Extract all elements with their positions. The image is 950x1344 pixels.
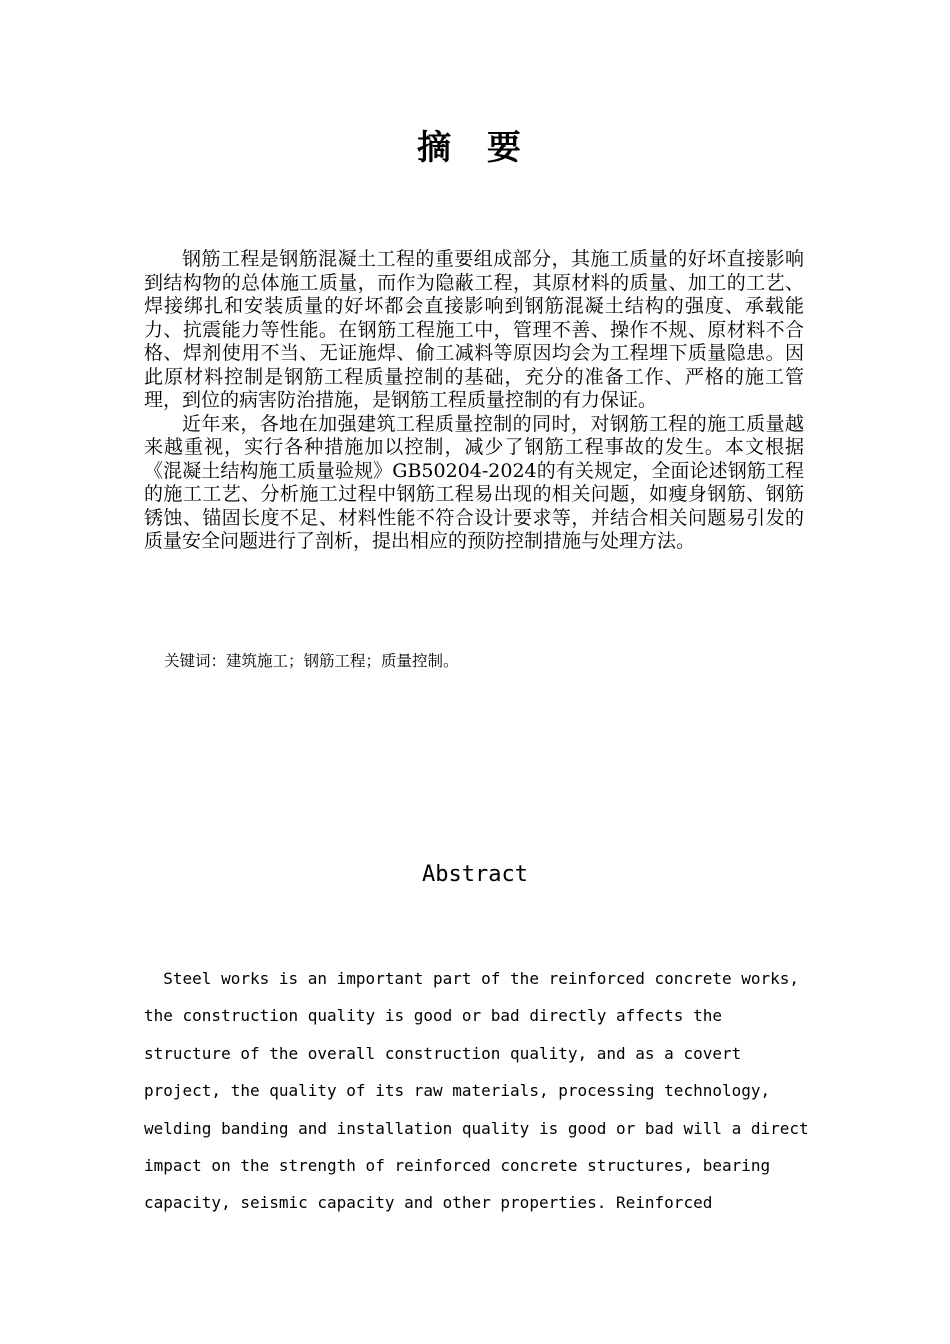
- english-abstract-line-3: structure of the overall construction quality, and as a covert: [144, 1043, 742, 1063]
- chinese-abstract-paragraph-1: 钢筋工程是钢筋混凝土工程的重要组成部分，其施工质量的好坏直接影响到结构物的总体施工质量，而作为隐蔽工程，其原材料的质量、加工的工艺、焊接绑扎和安装质量的好坏都会直接影响到钢筋混凝土结构的强度、承载能力、抗震能力等性能。在钢筋工程施工中，管理不善、操作不规、原材料不合格、焊剂使用不当、无证施焊、偷工减料等原因均会为工程埋下质量隐患。因此原材料控制是钢筋工程质量控制的基础，充分的准备工作、严格的施工管理，到位的病害防治措施，是钢筋工程质量控制的有力保证。: [144, 248, 804, 411]
- english-abstract-line-7: capacity, seismic capacity and other properties. Reinforced: [144, 1193, 713, 1213]
- english-abstract-line-6: impact on the strength of reinforced concrete structures, bearing: [144, 1155, 771, 1175]
- chinese-abstract-paragraph-2: 近年来，各地在加强建筑工程质量控制的同时，对钢筋工程的施工质量越来越重视，实行各种措施加以控制，减少了钢筋工程事故的发生。本文根据《混凝土结构施工质量验规》GB50204-2024的有关规定，全面论述钢筋工程的施工工艺、分析施工过程中钢筋工程易出现的相关问题，如瘦身钢筋、钢筋锈蚀、锚固长度不足、材料性能不符合设计要求等，并结合相关问题易引发的质量安全问题进行了剖析，提出相应的预防控制措施与处理方法。: [144, 412, 804, 552]
- chinese-abstract: [144, 248, 804, 554]
- chinese-title: 摘 要: [417, 128, 533, 168]
- english-abstract-line-1: Steel works is an important part of the reinforced concrete works,: [144, 969, 800, 988]
- english-abstract: [144, 960, 824, 1222]
- chinese-keywords: 关键词：建筑施工；钢筋工程；质量控制。: [164, 652, 459, 670]
- english-abstract-line-2: the construction quality is good or bad directly affects the: [144, 1006, 722, 1026]
- english-abstract-line-4: project, the quality of its raw materials, processing technology,: [144, 1081, 771, 1101]
- english-abstract-line-5: welding banding and installation quality is good or bad will a direct: [144, 1118, 809, 1138]
- english-title: Abstract: [422, 862, 528, 887]
